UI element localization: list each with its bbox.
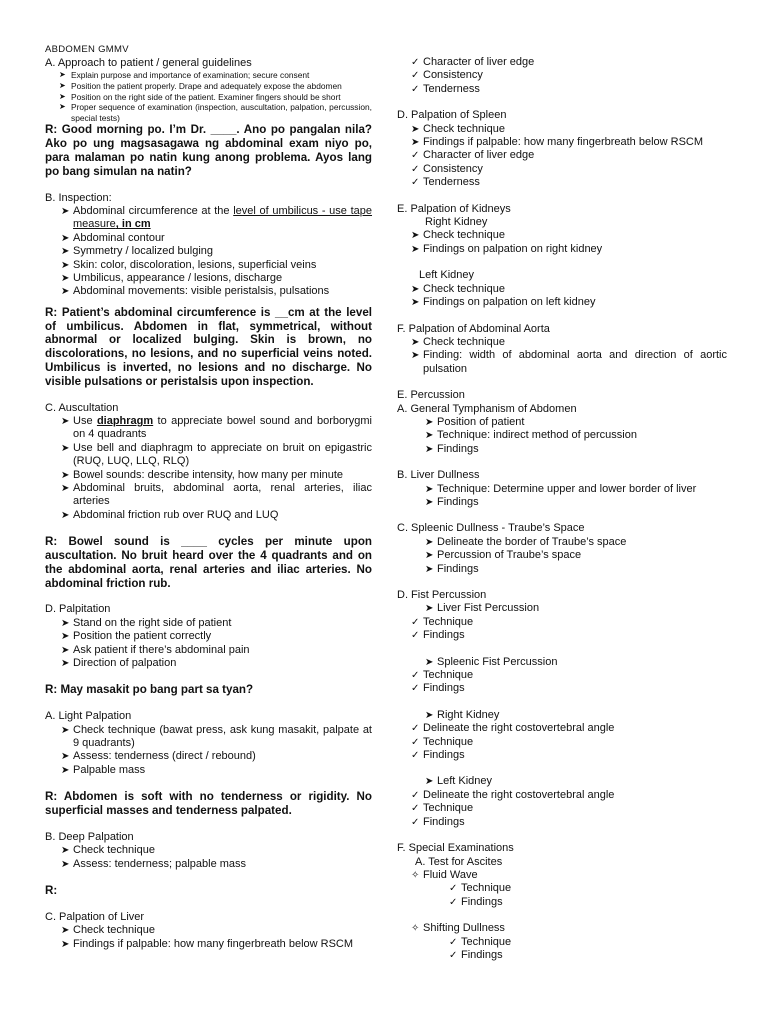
arrow-bullet-icon: ➤ (61, 858, 70, 870)
list-item: ➤ Ask patient if there’s abdominal pain (61, 643, 250, 656)
list-item: ➤ Check technique (61, 844, 155, 857)
list-item: ➤ Findings if palpable: how many fingerbreath below RSCM (411, 136, 704, 149)
percussion-heading: E. Percussion (397, 389, 465, 402)
right-column (397, 56, 727, 962)
list-item: ➤ Check technique (411, 282, 505, 295)
aorta-palpation-heading: F. Palpation of Abdominal Aorta (397, 322, 550, 335)
list-item: ➤ Technique: Determine upper and lower border of liver (425, 482, 697, 495)
kidney-palpation-heading: E. Palpation of Kidneys (397, 202, 511, 215)
list-item: ➤ Findings (425, 442, 479, 455)
arrow-bullet-icon: ➤ (61, 724, 70, 736)
list-item: ➤ Assess: tenderness; palpable mass (61, 857, 247, 870)
list-item: ➤ Left Kidney (425, 775, 493, 788)
list-item: ✓ Technique (411, 669, 474, 682)
list-item: ➤ Liver Fist Percussion (425, 602, 540, 615)
splenic-dullness-heading: C. Spleenic Dullness - Traube’s Space (397, 522, 585, 535)
arrow-bullet-icon: ➤ (425, 536, 434, 548)
check-icon: ✓ (449, 936, 458, 948)
arrow-bullet-icon: ➤ (61, 286, 70, 298)
list-item: ➤ Abdominal contour (61, 231, 165, 244)
arrow-bullet-icon: ➤ (425, 603, 434, 615)
list-item: ➤ Abdominal movements: visible peristalsis, pulsations (61, 285, 330, 298)
arrow-bullet-icon: ➤ (61, 469, 70, 481)
list-item: ✓ Delineate the right costovertebral angle (411, 722, 615, 735)
list-item: ➤ Bowel sounds: describe intensity, how many per minute (61, 468, 344, 481)
liver-palpation-heading: C. Palpation of Liver (45, 910, 145, 923)
arrow-bullet-icon: ➤ (425, 416, 434, 428)
arrow-bullet-icon: ➤ (59, 81, 66, 90)
check-icon: ✓ (411, 163, 420, 175)
list-item: ✓ Technique (449, 935, 512, 948)
arrow-bullet-icon: ➤ (425, 483, 434, 495)
list-item: ✓ Findings (411, 629, 465, 642)
list-item: ➤ Check technique (411, 122, 505, 135)
response-inspection: R: Patient’s abdominal circumference is __cm at the level of umbilicus. Abdomen in flat, symmetrical, without abnormal or localized bulging. Skin is brown, no discolorations, no lesions, and no superficial veins noted. Umbilicus is inverted, no lesions and no discharge. No visible pulsations or peristalsis upon inspection. (45, 305, 372, 388)
list-item: ✓ Consistency (411, 162, 483, 175)
list-item: ✓ Tenderness (411, 176, 480, 189)
arrow-bullet-icon: ➤ (61, 416, 70, 427)
arrow-bullet-icon: ➤ (411, 297, 420, 309)
left-kidney-label: Left Kidney (419, 269, 475, 282)
spleen-palpation-heading: D. Palpation of Spleen (397, 109, 507, 122)
arrow-bullet-icon: ➤ (59, 91, 66, 101)
arrow-bullet-icon: ➤ (61, 232, 70, 244)
list-item: ➤ Direction of palpation (61, 657, 177, 670)
arrow-bullet-icon: ➤ (411, 230, 420, 242)
list-item: ✓ Findings (411, 815, 465, 828)
check-icon: ✓ (411, 177, 420, 189)
list-item: ✓ Delineate the right costovertebral angle (411, 788, 615, 801)
check-icon: ✓ (411, 816, 420, 828)
check-icon: ✓ (411, 630, 420, 642)
arrow-bullet-icon: ➤ (411, 350, 420, 362)
list-item: ➤ Findings (425, 495, 479, 508)
check-icon: ✓ (411, 670, 420, 682)
check-icon: ✓ (411, 750, 420, 762)
arrow-bullet-icon: ➤ (61, 751, 70, 763)
list-item: ➤ Percussion of Traube’s space (425, 549, 582, 562)
arrow-bullet-icon: ➤ (411, 137, 420, 149)
list-item: ➤ Check technique (411, 335, 505, 348)
list-item: ➤ Spleenic Fist Percussion (425, 655, 558, 668)
arrow-bullet-icon: ➤ (411, 243, 420, 255)
response-auscultation: R: Bowel sound is ____ cycles per minute upon auscultation. No bruit heard over the 4 quadrants and on the abdominal aorta, renal arteries and iliac arteries. No abdominal friction rub. (45, 535, 372, 590)
check-icon: ✓ (411, 736, 420, 748)
arrow-bullet-icon: ➤ (61, 658, 70, 670)
arrow-bullet-icon: ➤ (61, 845, 70, 857)
arrow-bullet-icon: ➤ (61, 617, 70, 629)
list-item: ➤ Abdominal bruits, abdominal aorta, renal arteries, iliac arteries (61, 482, 372, 508)
list-item: ➤ Technique: indirect method of percussion (425, 429, 637, 442)
palpitation-heading: D. Palpitation (45, 603, 111, 616)
arrow-bullet-icon: ➤ (425, 656, 434, 668)
special-exam-heading: F. Special Examinations (397, 842, 514, 855)
tymphanism-heading: A. General Tymphanism of Abdomen (397, 402, 577, 415)
list-item: ✓ Technique (449, 882, 512, 895)
diamond-star-icon: ✧ (411, 923, 420, 935)
list-item: ➤ Check technique (411, 229, 505, 242)
check-icon: ✓ (411, 789, 420, 801)
list-item: ➤ Findings if palpable: how many fingerbreath below RSCM (61, 937, 354, 950)
response-deep-palpation: R: (45, 884, 58, 898)
arrow-bullet-icon: ➤ (61, 644, 70, 656)
check-icon: ✓ (411, 150, 420, 162)
list-item: ➤ Findings (425, 562, 479, 575)
list-item: ➤ Position on the right side of the patient. Examiner fingers should be short (59, 91, 341, 102)
check-icon: ✓ (411, 683, 420, 695)
list-item: ✓ Findings (411, 749, 465, 762)
list-item: ➤ Stand on the right side of patient (61, 616, 232, 629)
arrow-bullet-icon: ➤ (425, 563, 434, 575)
list-item: ✓ Technique (411, 735, 474, 748)
list-item: ✓ Consistency (411, 69, 483, 82)
response-greeting: R: Good morning po. I’m Dr. ____. Ano po pangalan nila? Ako po ung magsasagawa ng abdominal exam niyo po, para malaman po natin kung anong problema. Ayos lang po bang simulan na natin? (45, 123, 372, 178)
list-item: ➤ Position of patient (425, 415, 525, 428)
list-item: ✓ Technique (411, 802, 474, 815)
list-item: ✓ Character of liver edge (411, 56, 535, 68)
list-item: ➤ Symmetry / localized bulging (61, 245, 214, 258)
list-item: ✓ Findings (411, 682, 465, 695)
list-item: ➤ Umbilicus, appearance / lesions, discharge (61, 272, 283, 284)
deep-palpation-heading: B. Deep Palpation (45, 830, 134, 843)
list-item: ➤ Abdominal circumference at the level of umbilicus - use tape measure, in cm (61, 204, 373, 231)
fist-percussion-heading: D. Fist Percussion (397, 589, 487, 601)
response-light-palpation: R: Abdomen is soft with no tenderness or rigidity. No superficial masses and tenderness palpated. (45, 790, 372, 818)
arrow-bullet-icon: ➤ (425, 496, 434, 508)
ascites-heading: A. Test for Ascites (415, 855, 503, 868)
check-icon: ✓ (411, 616, 420, 628)
arrow-bullet-icon: ➤ (425, 550, 434, 562)
list-item: ➤ Check technique (bawat press, ask kung masakit, palpate at 9 quadrants) (61, 723, 372, 750)
list-item: ➤ Finding: width of abdominal aorta and direction of aortic pulsation (411, 349, 727, 375)
check-icon: ✓ (449, 883, 458, 895)
list-item: ➤ Findings on palpation on left kidney (411, 296, 596, 309)
document-title: ABDOMEN GMMV (45, 44, 129, 55)
list-item: ✓ Technique (411, 615, 474, 628)
left-column (45, 44, 372, 951)
check-icon: ✓ (411, 57, 420, 68)
list-item: ✧ Fluid Wave (411, 868, 478, 881)
check-icon: ✓ (449, 949, 458, 961)
list-item: ➤ Use bell and diaphragm to appreciate on bruit on epigastric (RUQ, LUQ, LLQ, RLQ) (61, 441, 372, 468)
list-item: ➤ Palpable mass (61, 763, 146, 776)
list-item: ➤ Check technique (61, 924, 155, 937)
arrow-bullet-icon: ➤ (61, 205, 70, 217)
arrow-bullet-icon: ➤ (61, 442, 70, 454)
list-item: ✓ Character of liver edge (411, 149, 535, 162)
list-item: ➤ Explain purpose and importance of examination; secure consent (59, 70, 310, 81)
list-item: ➤ Right Kidney (425, 708, 500, 721)
arrow-bullet-icon: ➤ (59, 102, 66, 112)
arrow-bullet-icon: ➤ (61, 925, 70, 937)
arrow-bullet-icon: ➤ (425, 443, 434, 455)
arrow-bullet-icon: ➤ (61, 509, 70, 521)
list-item: ✧ Shifting Dullness (411, 922, 505, 935)
list-item: ➤ Proper sequence of examination (inspection, auscultation, palpation, percussion, special tests) (59, 102, 372, 123)
arrow-bullet-icon: ➤ (425, 776, 434, 788)
check-icon: ✓ (411, 803, 420, 815)
arrow-bullet-icon: ➤ (411, 123, 420, 135)
list-item: ➤ Position the patient properly. Drape and adequately expose the abdomen (59, 81, 342, 91)
diamond-star-icon: ✧ (411, 869, 420, 881)
list-item: ✓ Findings (449, 895, 503, 908)
list-item: ✓ Tenderness (411, 82, 480, 95)
arrow-bullet-icon: ➤ (61, 259, 70, 271)
list-item: ➤ Abdominal friction rub over RUQ and LUQ (61, 508, 279, 521)
arrow-bullet-icon: ➤ (411, 283, 420, 295)
arrow-bullet-icon: ➤ (61, 483, 70, 495)
arrow-bullet-icon: ➤ (411, 336, 420, 348)
list-item: ➤ Findings on palpation on right kidney (411, 242, 603, 255)
arrow-bullet-icon: ➤ (59, 70, 66, 80)
inspection-heading: B. Inspection: (45, 191, 112, 204)
arrow-bullet-icon: ➤ (425, 430, 434, 442)
arrow-bullet-icon: ➤ (61, 246, 70, 258)
arrow-bullet-icon: ➤ (61, 938, 70, 950)
arrow-bullet-icon: ➤ (61, 631, 70, 643)
arrow-bullet-icon: ➤ (61, 764, 70, 776)
section-a-heading: A. Approach to patient / general guidelines (45, 57, 252, 69)
arrow-bullet-icon: ➤ (61, 273, 70, 284)
liver-dullness-heading: B. Liver Dullness (397, 469, 480, 482)
list-item: ➤ Assess: tenderness (direct / rebound) (61, 750, 256, 763)
check-icon: ✓ (411, 723, 420, 735)
list-item: ✓ Findings (449, 948, 503, 961)
response-pain-question: R: May masakit po bang part sa tyan? (45, 683, 254, 697)
right-kidney-label: Right Kidney (425, 216, 488, 229)
arrow-bullet-icon: ➤ (425, 709, 434, 721)
list-item: ➤ Use diaphragm to appreciate bowel sound and borborygmi on 4 quadrants (61, 415, 372, 441)
check-icon: ✓ (411, 83, 420, 95)
check-icon: ✓ (449, 896, 458, 908)
list-item: ➤ Delineate the border of Traube’s space (425, 535, 627, 548)
list-item: ➤ Skin: color, discoloration, lesions, superficial veins (61, 258, 317, 271)
auscultation-heading: C. Auscultation (45, 401, 119, 414)
check-icon: ✓ (411, 70, 420, 82)
list-item: ➤ Position the patient correctly (61, 630, 212, 643)
light-palpation-heading: A. Light Palpation (45, 710, 132, 723)
